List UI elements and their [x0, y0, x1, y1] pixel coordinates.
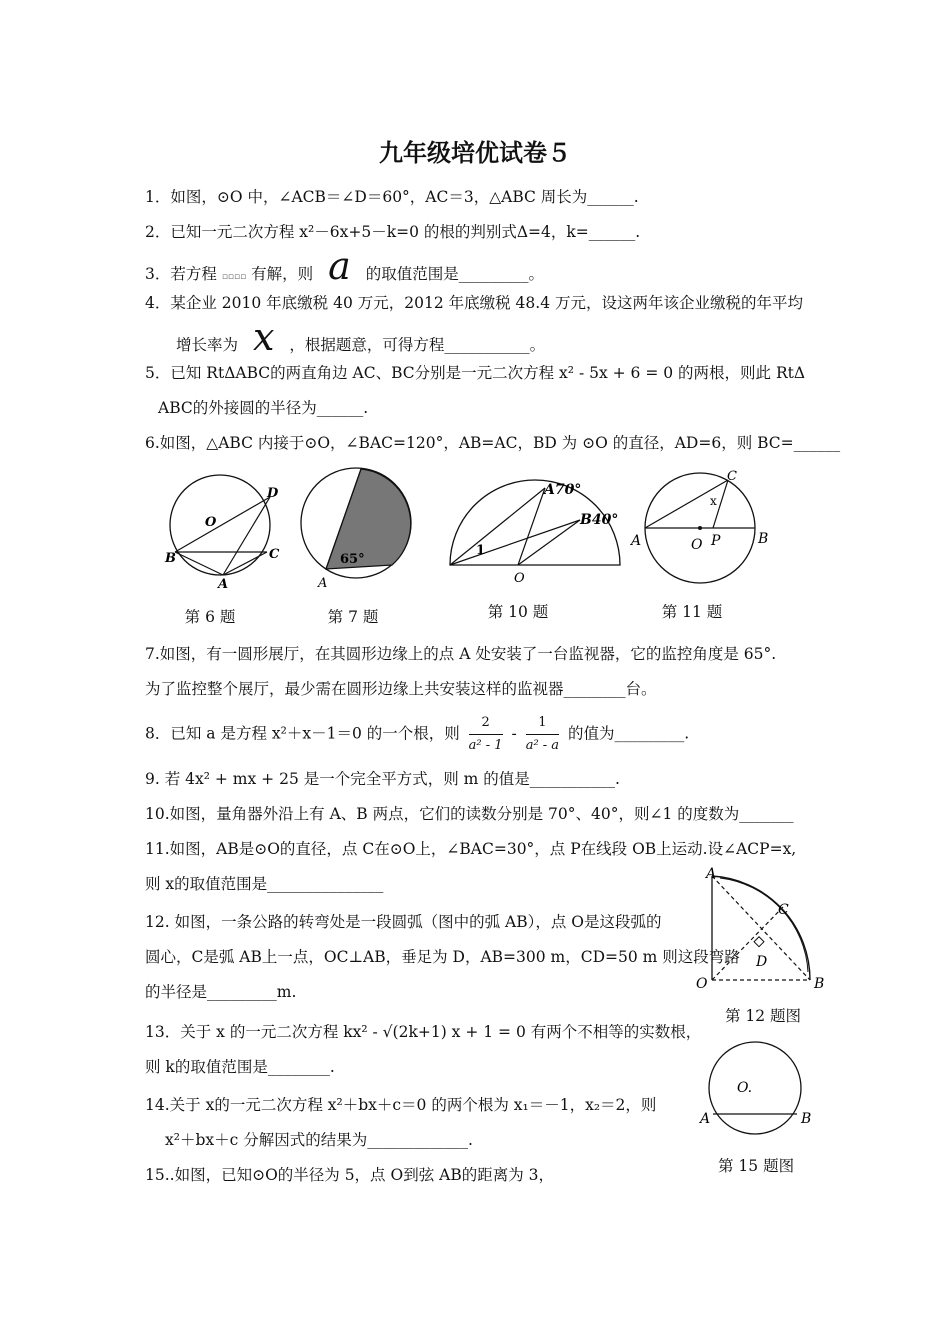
- q4-text-c: ，根据题意，可得方程___________。: [289, 336, 546, 354]
- fig12-label-b: B: [814, 976, 825, 992]
- caption-fig12: 第 12 题图: [724, 1007, 802, 1025]
- q8-text-a: 8．已知 a 是方程 x²＋x－1＝0 的一个根，则: [145, 724, 460, 743]
- question-1: 1．如图，⊙O 中，∠ACB＝∠D＝60°，AC＝3，△ABC 周长为______.: [145, 188, 639, 206]
- question-5-line1: 5．已知 RtΔABC的两直角边 AC、BC分别是一元二次方程 x² - 5x + 6 = 0 的两根，则此 RtΔ: [145, 364, 806, 382]
- question-11-line2: 则 x的取值范围是_______________: [145, 875, 384, 893]
- q8-frac1-num: 2: [469, 712, 503, 735]
- fig15-label-a: A: [700, 1111, 711, 1127]
- fig6-label-c: C: [269, 547, 280, 562]
- question-7-line2: 为了监控整个展厅，最少需在圆形边缘上共安装这样的监视器________台。: [145, 680, 657, 698]
- q3-text-c: 的取值范围是_________。: [365, 265, 544, 283]
- question-9: 9. 若 4x² + mx + 25 是一个完全平方式，则 m 的值是___________.: [145, 770, 620, 788]
- question-2: 2．已知一元二次方程 x²－6x+5－k=0 的根的判别式Δ=4，k=______.: [145, 223, 641, 241]
- q3-equation-image: ▫▫▫▫: [221, 272, 247, 282]
- figure-6: [155, 470, 285, 595]
- fig7-label-angle: 65°: [340, 552, 365, 567]
- fig11-label-a: A: [631, 533, 642, 549]
- fig15-label-b: B: [801, 1111, 812, 1127]
- question-6: 6.如图，△ABC 内接于⊙O，∠BAC=120°，AB=AC，BD 为 ⊙O 的直径，AD=6，则 BC=______: [145, 434, 841, 452]
- caption-fig7: 第 7 题: [327, 608, 379, 626]
- fig11-label-p: P: [711, 533, 721, 549]
- figure-15: [695, 1040, 820, 1140]
- fig6-label-a: A: [218, 577, 229, 592]
- fig6-label-b: B: [165, 551, 176, 566]
- fig11-label-x: x: [710, 494, 717, 508]
- question-5-line2: ABC的外接圆的半径为______.: [158, 399, 369, 417]
- question-12-line1: 12. 如图，一条公路的转弯处是一段圆弧（图中的弧 AB），点 O是这段弧的: [145, 913, 662, 931]
- fig15-label-o: O.: [737, 1080, 753, 1096]
- fig12-label-a: A: [706, 866, 717, 882]
- q8-fraction-1: [469, 712, 503, 757]
- fig10-label-b: B40°: [580, 512, 619, 528]
- figure-12: [690, 862, 830, 997]
- q3-text-b: 有解，则: [251, 265, 314, 283]
- q8-frac2-num: 1: [526, 712, 559, 735]
- q8-text-b: 的值为_________.: [568, 724, 690, 743]
- caption-fig10: 第 10 题: [487, 603, 549, 621]
- question-4-line2: [176, 315, 546, 359]
- fig7-label-a: A: [318, 576, 328, 591]
- caption-fig11: 第 11 题: [661, 603, 723, 621]
- fig11-label-c: C: [727, 469, 737, 484]
- question-14-line1: 14.关于 x的一元二次方程 x²＋bx＋c＝0 的两个根为 x₁＝－1，x₂＝2，则: [145, 1096, 657, 1114]
- question-7-line1: 7.如图，有一圆形展厅，在其圆形边缘上的点 A 处安装了一台监视器，它的监控角度是 65°.: [145, 645, 777, 663]
- fig12-label-c: C: [778, 902, 789, 918]
- q8-frac1-den: a² - 1: [468, 738, 503, 753]
- fig6-label-d: D: [267, 486, 279, 501]
- fig12-label-o: O: [696, 976, 708, 992]
- q4-text-b: 增长率为: [176, 336, 239, 354]
- question-4-line1: 4．某企业 2010 年底缴税 40 万元，2012 年底缴税 48.4 万元，设这两年该企业缴税的年平均: [145, 294, 803, 312]
- question-8: [145, 712, 689, 757]
- question-15: 15..如图，已知⊙O的半径为 5，点 O到弦 AB的距离为 3，: [145, 1166, 554, 1184]
- question-12-line3: 的半径是_________m.: [145, 983, 297, 1001]
- fig10-label-1: 1: [476, 543, 486, 558]
- figure-10: [440, 470, 630, 590]
- question-12-line2: 圆心，C是弧 AB上一点，OC⊥AB，垂足为 D，AB=300 m，CD=50 m 则这段弯路: [145, 948, 740, 966]
- question-11-line1: 11.如图，AB是⊙O的直径，点 C在⊙O上，∠BAC=30°，点 P在线段 OB上运动.设∠ACP=x,: [145, 840, 797, 858]
- fig6-label-o: O: [205, 515, 217, 530]
- fig10-label-a: A70°: [544, 482, 582, 498]
- question-10: 10.如图，量角器外沿上有 A、B 两点，它们的读数分别是 70°、40°，则∠1 的度数为_______: [145, 805, 794, 823]
- q8-fraction-2: [526, 712, 559, 757]
- fig11-label-b: B: [758, 531, 769, 547]
- fig11-label-o: O: [691, 537, 703, 553]
- caption-fig15: 第 15 题图: [718, 1157, 795, 1175]
- q8-frac2-den: a² - a: [525, 738, 560, 753]
- question-14-line2: x²＋bx＋c 分解因式的结果为_____________.: [165, 1131, 473, 1149]
- caption-fig6: 第 6 题: [184, 608, 236, 626]
- question-3: [145, 244, 544, 288]
- question-13-line2: 则 k的取值范围是________.: [145, 1058, 335, 1076]
- q4-symbol: x: [252, 315, 275, 359]
- figure-11: [625, 465, 775, 590]
- figure-7: [298, 465, 418, 595]
- page-title: 九年级培优试卷５: [379, 138, 571, 167]
- q8-minus: -: [511, 724, 517, 743]
- q3-symbol: a: [328, 244, 351, 288]
- question-13-line1: 13．关于 x 的一元二次方程 kx² - √(2k+1) x + 1 = 0 有两个不相等的实数根，: [145, 1023, 702, 1041]
- fig10-label-o: O: [514, 571, 525, 586]
- q3-text-a: 3．若方程: [145, 265, 217, 283]
- fig12-label-d: D: [756, 954, 768, 970]
